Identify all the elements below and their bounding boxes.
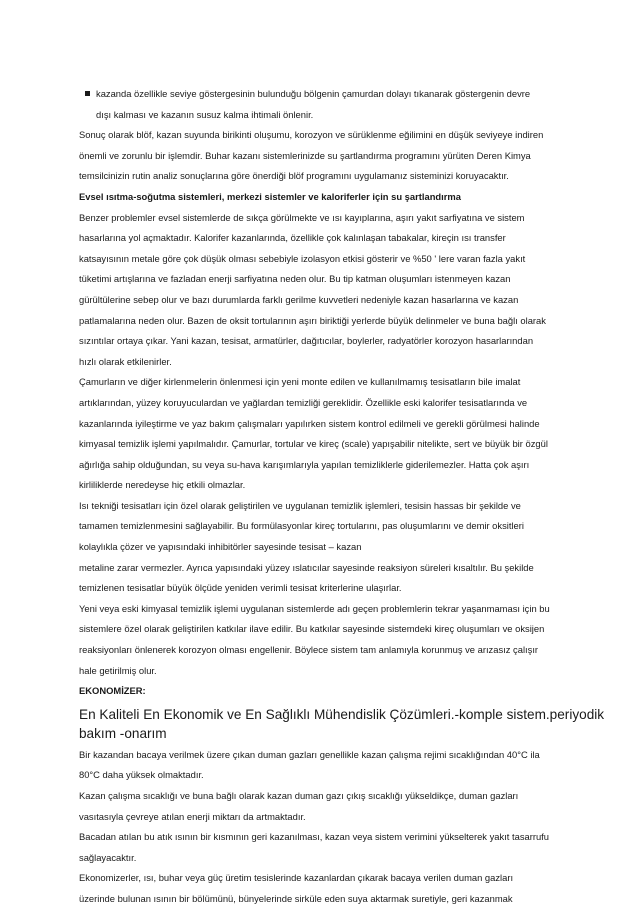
text-line: Isı tekniği tesisatları için özel olarak geliştirilen ve uygulanan temizlik işlemleri, tesisin hassas bir şekilde ve (79, 499, 521, 511)
text-line: Çamurların ve diğer kirlenmelerin önlenmesi için yeni monte edilen ve kullanılmamış tesisatların bile imalat (79, 376, 521, 388)
text-line: Bacadan atılan bu atık ısının bir kısmının geri kazanılması, kazan veya sistem verimini yükselterek yakıt tasarrufu (79, 831, 549, 843)
text-line: hale getirilmiş olur. (79, 664, 157, 676)
bullet-line: dışı kalması ve kazanın susuz kalma ihtimali önlenir. (96, 108, 314, 120)
text-line: sağlayacaktır. (79, 851, 137, 863)
text-line: temizlenen tesisatlar büyük ölçüde yeniden verimli tesisat kriterlerine ulaşırlar. (79, 582, 402, 594)
text-line: 80°C daha yüksek olmaktadır. (79, 769, 204, 781)
bullet-item (79, 84, 569, 125)
bullet-text: kazanda özellikle seviye göstergesinin bulunduğu bölgenin çamurdan dolayı tıkanarak göstergenin devre (96, 88, 531, 99)
intro-paragraph (79, 125, 569, 187)
text-line: Bir kazandan bacaya verilmek üzere çıkan duman gazları genellikle kazan çalışma rejimi sıcaklığından 40°C ila (79, 748, 540, 760)
text-line: önemli ve zorunlu bir işlemdir. Buhar kazanı sistemlerinizde su şartlandırma programını yürüten Deren Kimya (79, 149, 531, 161)
body-paragraphs (79, 208, 569, 682)
text-line: hızlı olarak etkilenirler. (79, 355, 172, 367)
square-bullet-icon (85, 91, 90, 96)
text-line: hasarlarına yol açmaktadır. Kalorifer kazanlarında, özellikle çok kalınlaşan tabakalar, kireçin ısı transfer (79, 232, 506, 244)
text-line: reaksiyonları önlenerek korozyon olması engellenir. Böylece sistem tam anlamıyla korunmuş ve arızasız çalışır (79, 644, 539, 656)
text-line: katsayısının metale göre çok düşük olması sebebiyle izolasyon etkisi gösterir ve %50 ' lere varan fazla yakıt (79, 252, 526, 264)
text-line: sistemlere özel olarak geliştirilen katkılar ilave edilir. Bu katkılar sayesinde sistemdeki kireç oluşumları ve oksijen (79, 623, 545, 635)
text-line: patlamalarına neden olur. Bazen de oksit tortularının aşırı biriktiği yerlerde büyük delinmeler ve buna bağlı olarak (79, 314, 546, 326)
text-line: sızıntılar ortaya çıkar. Yani kazan, tesisat, armatürler, dağıtıcılar, boylerler, radyatörler korozyon hasarlarından (79, 335, 534, 347)
text-line: vasıtasıyla çevreye atılan enerji miktarı da artmaktadır. (79, 810, 306, 822)
text-line: tüketimi artışlarına ve fazladan enerji sarfiyatına neden olur. Bu tip katman oluşumları istenmeyen kazan (79, 273, 511, 285)
text-line: Sonuç olarak blöf, kazan suyunda birikinti oluşumu, korozyon ve sürüklenme eğilimini en düşük seviyeye indiren (79, 129, 544, 141)
text-line: artıklarından, yüzey koruyuculardan ve yağlardan temizliği gereklidir. Özellikle eski kalorifer tesisatlarında ve (79, 396, 528, 408)
economizer-heading: EKONOMİZER: (79, 685, 146, 697)
text-line: Kazan çalışma sıcaklığı ve buna bağlı olarak kazan duman gazı çıkış sıcaklığı yükseldikçe, duman gazları (79, 790, 519, 801)
economizer-paragraphs (79, 745, 569, 910)
big-heading-line: En Kaliteli En Ekonomik ve En Sağlıklı Mühendislik Çözümleri.-komple sistem.periyodik (79, 706, 605, 722)
text-line: kirliliklerde neredeyse hiç etkili olmazlar. (79, 479, 246, 491)
text-line: Benzer problemler evsel sistemlerde de sıkça görülmekte ve ısı kayıplarına, aşırı yakıt sarfiyatına ve sistem (79, 211, 525, 223)
text-line: kolaylıkla çözer ve yapısındaki inhibitörler sayesinde tesisat – kazan (79, 541, 362, 553)
text-line: ağırlığa sahip olduğundan, su veya su-hava karışımlarıyla yapılan temizliklerle giderilemezler. Hatta çok aşırı (79, 458, 530, 470)
document-page (79, 84, 605, 910)
big-heading (79, 705, 605, 743)
text-line: metaline zarar vermezler. Ayrıca yapısındaki yüzey ıslatıcılar sayesinde reaksiyon süreleri kısaltılır. Bu şekilde (79, 561, 534, 573)
big-heading-line: bakım -onarım (79, 725, 167, 741)
text-line: tamamen temizlenmesini sağlayabilir. Bu formülasyonlar kireç tortularını, pas oluşumlarını ve demir oksitleri (79, 520, 524, 532)
text-line: temsilcinizin rutin analiz sonuçlarına göre önerdiği blöf programını uygulamanız sisteminizi koruyacaktır. (79, 170, 509, 182)
text-line: kimyasal temizlik işlemi yapılmalıdır. Çamurlar, tortular ve kireç (scale) yapışabilir nitelikte, sert ve büyük bir özgül (79, 438, 548, 450)
bullet-line (79, 84, 569, 105)
text-line: kazanlarında iyileştirme ve yaz bakım çalışmaları yapılırken sistem kontrol edilmeli ve gerekli görülmesi halinde (79, 417, 540, 429)
text-line: üzerinde bulunan ısının bir bölümünü, bünyelerinde sirküle eden suya aktarmak suretiyle, geri kazanmak (79, 892, 513, 904)
text-line: Yeni veya eski kimyasal temizlik işlemi uygulanan sistemlerde adı geçen problemlerin tekrar yaşanmaması için bu (79, 602, 550, 614)
text-line: Ekonomizerler, ısı, buhar veya güç üretim tesislerinde kazanlardan çıkarak bacaya verilen duman gazları (79, 872, 514, 884)
section-heading: Evsel ısıtma-soğutma sistemleri, merkezi sistemler ve kaloriferler için su şartlandırma (79, 190, 461, 202)
text-line: gürültülerine sebep olur ve bazı durumlarda farklı gerilme kuvvetleri nedeniyle kazan hasarlarına ve kazan (79, 293, 519, 305)
